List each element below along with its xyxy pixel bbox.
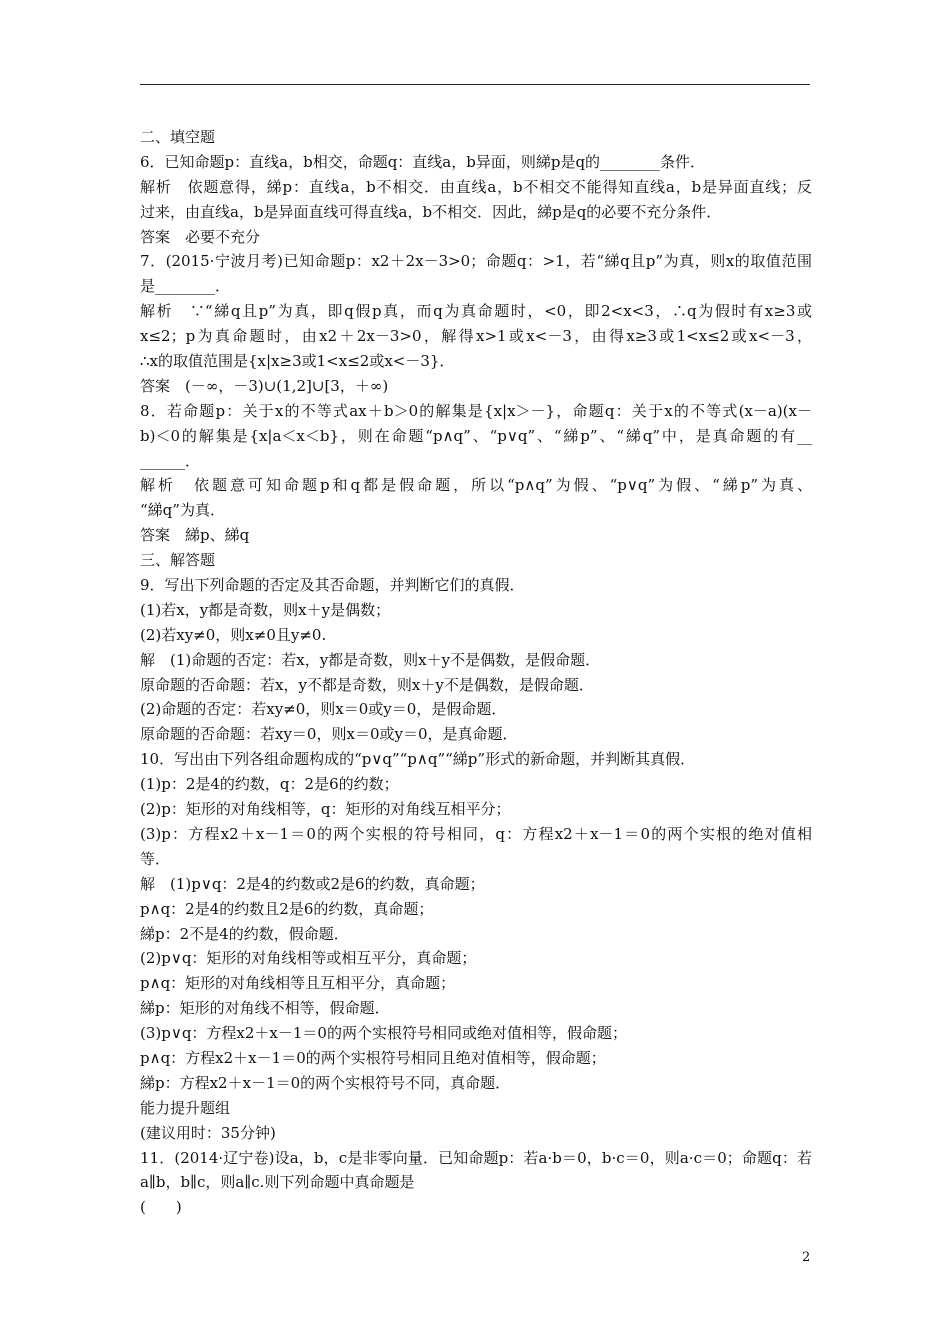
header-rule: [140, 84, 810, 85]
q6-analysis-line-1: 解析 依题意得，綈p：直线a，b不相交．由直线a，b不相交不能得知直线a，b是异面直线；反: [140, 177, 812, 196]
q10-solution-line-6: 綈p：矩形的对角线不相等，假命题．: [140, 999, 390, 1018]
q7-answer: 答案 (－∞，－3)∪(1,2]∪[3，＋∞): [140, 376, 389, 395]
question-10: 10．写出由下列各组命题构成的“p∨q”“p∧q”“綈p”形式的新命题，并判断其真假．: [140, 750, 696, 769]
section-heading-solutions: 三、解答题: [140, 551, 216, 570]
q10-solution-line-7: (3)p∨q：方程x2＋x－1＝0的两个实根符号相同或绝对值相等，假命题；: [140, 1024, 627, 1043]
question-11-line-2: a∥b，b∥c，则a∥c.则下列命题中真命题是: [140, 1173, 415, 1192]
question-6: 6．已知命题p：直线a，b相交，命题q：直线a，b异面，则綈p是q的________条件．: [140, 152, 706, 171]
question-7-line-2: 是________．: [140, 277, 231, 296]
q10-solution-line-3: 綈p：2不是4的约数，假命题．: [140, 924, 349, 943]
section-heading-fill-in: 二、填空题: [140, 128, 216, 146]
q7-analysis-line-1: 解析 ∵“綈q且p”为真，即q假p真，而q为真命题时，<0，即2<x<3，∴q为假时有x≥3或: [140, 302, 812, 321]
q9-solution-line-4: 原命题的否命题：若xy＝0，则x＝0或y＝0，是真命题．: [140, 725, 518, 744]
q8-answer: 答案 綈p、綈q: [140, 526, 250, 545]
q6-analysis-line-2: 过来，由直线a，b是异面直线可得直线a，b不相交．因此，綈p是q的必要不充分条件．: [140, 202, 722, 221]
q10-solution-line-5: p∧q：矩形的对角线相等且互相平分，真命题；: [140, 974, 456, 993]
suggested-time: (建议用时：35分钟): [140, 1123, 276, 1142]
q10-part-2: (2)p：矩形的对角线相等，q：矩形的对角线互相平分；: [140, 800, 511, 819]
q10-solution-line-2: p∧q：2是4的约数且2是6的约数，真命题；: [140, 899, 434, 918]
q10-solution-line-9: 綈p：方程x2＋x－1＝0的两个实根符号不同，真命题．: [140, 1073, 511, 1092]
question-11-line-1: 11．(2014·辽宁卷)设a，b，c是非零向量．已知命题p：若a·b＝0，b·c＝0，则a·c＝0；命题q：若: [140, 1148, 812, 1167]
question-8-line-2: b)＜0的解集是{x|a＜x＜b}，则在命题“p∧q”、“p∨q”、“綈p”、“綈q”中，是真命题的有__: [140, 426, 812, 445]
q10-solution-line-1: 解 (1)p∨q：2是4的约数或2是6的约数，真命题；: [140, 874, 485, 893]
q7-analysis-line-3: ∴x的取值范围是{x|x≥3或1<x≤2或x<－3}．: [140, 352, 455, 371]
page-number: 2: [802, 1250, 811, 1265]
q8-analysis-line-1: 解析 依题意可知命题p和q都是假命题，所以“p∧q”为假、“p∨q”为假、“綈p”为真、: [140, 476, 812, 495]
q10-solution-line-8: p∧q：方程x2＋x－1＝0的两个实根符号相同且绝对值相等，假命题；: [140, 1048, 606, 1067]
q10-solution-line-4: (2)p∨q：矩形的对角线相等或相互平分，真命题；: [140, 949, 477, 968]
question-8-line-3: ______．: [140, 451, 201, 470]
q9-solution-line-1: 解 (1)命题的否定：若x，y都是奇数，则x＋y不是偶数，是假命题．: [140, 650, 601, 669]
q10-part-3-line-2: 等．: [140, 849, 171, 868]
answer-blank-parentheses: ( ): [140, 1198, 182, 1217]
q10-part-3-line-1: (3)p：方程x2＋x－1＝0的两个实根的符号相同，q：方程x2＋x－1＝0的两个实根的绝对值相: [140, 824, 812, 843]
q9-solution-line-2: 原命题的否命题：若x，y不都是奇数，则x＋y不是偶数，是假命题．: [140, 675, 594, 694]
q8-analysis-line-2: “綈q”为真．: [140, 501, 225, 520]
question-9: 9．写出下列命题的否定及其否命题，并判断它们的真假．: [140, 576, 525, 595]
question-7-line-1: 7．(2015·宁波月考)已知命题p：x2＋2x－3>0；命题q：>1，若“綈q且p”为真，则x的取值范围: [140, 252, 812, 271]
question-8-line-1: 8．若命题p：关于x的不等式ax＋b＞0的解集是{x|x＞－}，命题q：关于x的不等式(x－a)(x－: [140, 401, 812, 420]
q9-part-2: (2)若xy≠0，则x≠0且y≠0.: [140, 625, 327, 644]
q9-part-1: (1)若x，y都是奇数，则x＋y是偶数；: [140, 600, 391, 619]
section-heading-advanced: 能力提升题组: [140, 1098, 231, 1117]
q10-part-1: (1)p：2是4的约数，q：2是6的约数；: [140, 775, 399, 794]
q9-solution-line-3: (2)命题的否定：若xy≠0，则x＝0或y＝0，是假命题．: [140, 700, 507, 719]
q6-answer: 答案 必要不充分: [140, 227, 261, 246]
q7-analysis-line-2: x≤2；p为真命题时，由x2＋2x－3>0，解得x>1或x<－3，由得x≥3或1<x≤2或x<－3，: [140, 327, 812, 346]
document-body: [140, 125, 812, 1220]
